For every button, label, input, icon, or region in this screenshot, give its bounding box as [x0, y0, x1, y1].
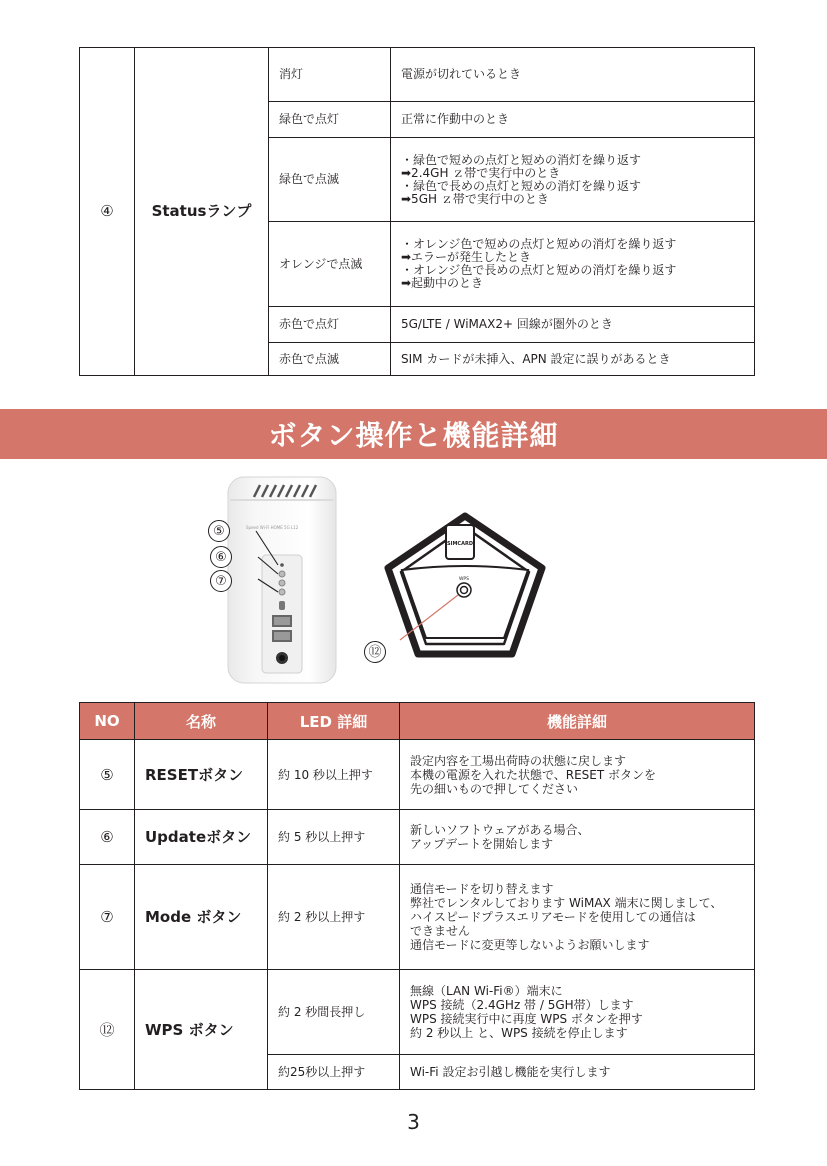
header-detail: 機能詳細 [400, 703, 755, 740]
row-led: 約 2 秒間長押し [268, 970, 400, 1055]
router-front-illustration [226, 475, 338, 685]
header-no: NO [80, 703, 135, 740]
row-no: ⑥ [80, 810, 135, 865]
row-no: ⑫ [80, 970, 135, 1090]
callout-7: ⑦ [210, 570, 232, 592]
section-title: ボタン操作と機能詳細 [268, 419, 559, 452]
row-name: WPS ボタン [135, 970, 268, 1090]
sim-card-label: SIMCARD [447, 541, 473, 547]
state-cell: 緑色で点滅 [269, 138, 391, 222]
state-cell: 赤色で点灯 [269, 307, 391, 343]
status-no: ④ [80, 48, 135, 376]
row-led: 約25秒以上押す [268, 1055, 400, 1090]
callout-5: ⑤ [208, 520, 230, 542]
desc-cell: 正常に作動中のとき [391, 102, 755, 138]
state-cell: 緑色で点灯 [269, 102, 391, 138]
row-detail: 新しいソフトウェアがある場合、 アップデートを開始します [400, 810, 755, 865]
row-name: Mode ボタン [135, 865, 268, 970]
status-name: Statusランプ [135, 48, 269, 376]
state-cell: 赤色で点滅 [269, 343, 391, 376]
row-detail: Wi-Fi 設定お引越し機能を実行します [400, 1055, 755, 1090]
status-lamp-table [79, 47, 755, 376]
button-function-table [79, 702, 755, 1090]
desc-cell: SIM カードが未挿入、APN 設定に誤りがあるとき [391, 343, 755, 376]
router-top-illustration [380, 510, 550, 660]
header-led: LED 詳細 [268, 703, 400, 740]
row-detail: 無線（LAN Wi-Fi®）端末に WPS 接続（2.4GHz 帯 / 5GH帯）します WPS 接続実行中に再度 WPS ボタンを押す 約 2 秒以上 と、WPS 接続を停止します [400, 970, 755, 1055]
row-led: 約 2 秒以上押す [268, 865, 400, 970]
desc-cell: ・オレンジ色で短めの点灯と短めの消灯を繰り返す ➡エラーが発生したとき ・オレンジ色で長めの点灯と短めの消灯を繰り返す ➡起動中のとき [391, 222, 755, 307]
state-cell: 消灯 [269, 48, 391, 102]
row-detail: 通信モードを切り替えます 弊社でレンタルしております WiMAX 端末に関しまして、 ハイスピードプラスエリアモードを使用しての通信は できません 通信モードに変更等しないようお願いします [400, 865, 755, 970]
wps-label: WPS [458, 577, 470, 582]
callout-6: ⑥ [210, 546, 232, 568]
desc-cell: 電源が切れているとき [391, 48, 755, 102]
row-led: 約 5 秒以上押す [268, 810, 400, 865]
header-name: 名称 [135, 703, 268, 740]
row-name: RESETボタン [135, 740, 268, 810]
desc-cell: 5G/LTE / WiMAX2+ 回線が圏外のとき [391, 307, 755, 343]
row-name: Updateボタン [135, 810, 268, 865]
svg-text:Speed Wi-Fi HOME 5G L12: Speed Wi-Fi HOME 5G L12 [246, 525, 299, 530]
page-number: 3 [407, 1110, 420, 1134]
row-no: ⑤ [80, 740, 135, 810]
row-detail: 設定内容を工場出荷時の状態に戻します 本機の電源を入れた状態で、RESET ボタンを 先の細いもので押してください [400, 740, 755, 810]
desc-cell: ・緑色で短めの点灯と短めの消灯を繰り返す ➡2.4GH ｚ帯で実行中のとき ・緑色で長めの点灯と短めの消灯を繰り返す ➡5GH ｚ帯で実行中のとき [391, 138, 755, 222]
row-led: 約 10 秒以上押す [268, 740, 400, 810]
row-no: ⑦ [80, 865, 135, 970]
section-banner [0, 409, 827, 459]
callout-12: ⑫ [364, 641, 386, 663]
state-cell: オレンジで点滅 [269, 222, 391, 307]
